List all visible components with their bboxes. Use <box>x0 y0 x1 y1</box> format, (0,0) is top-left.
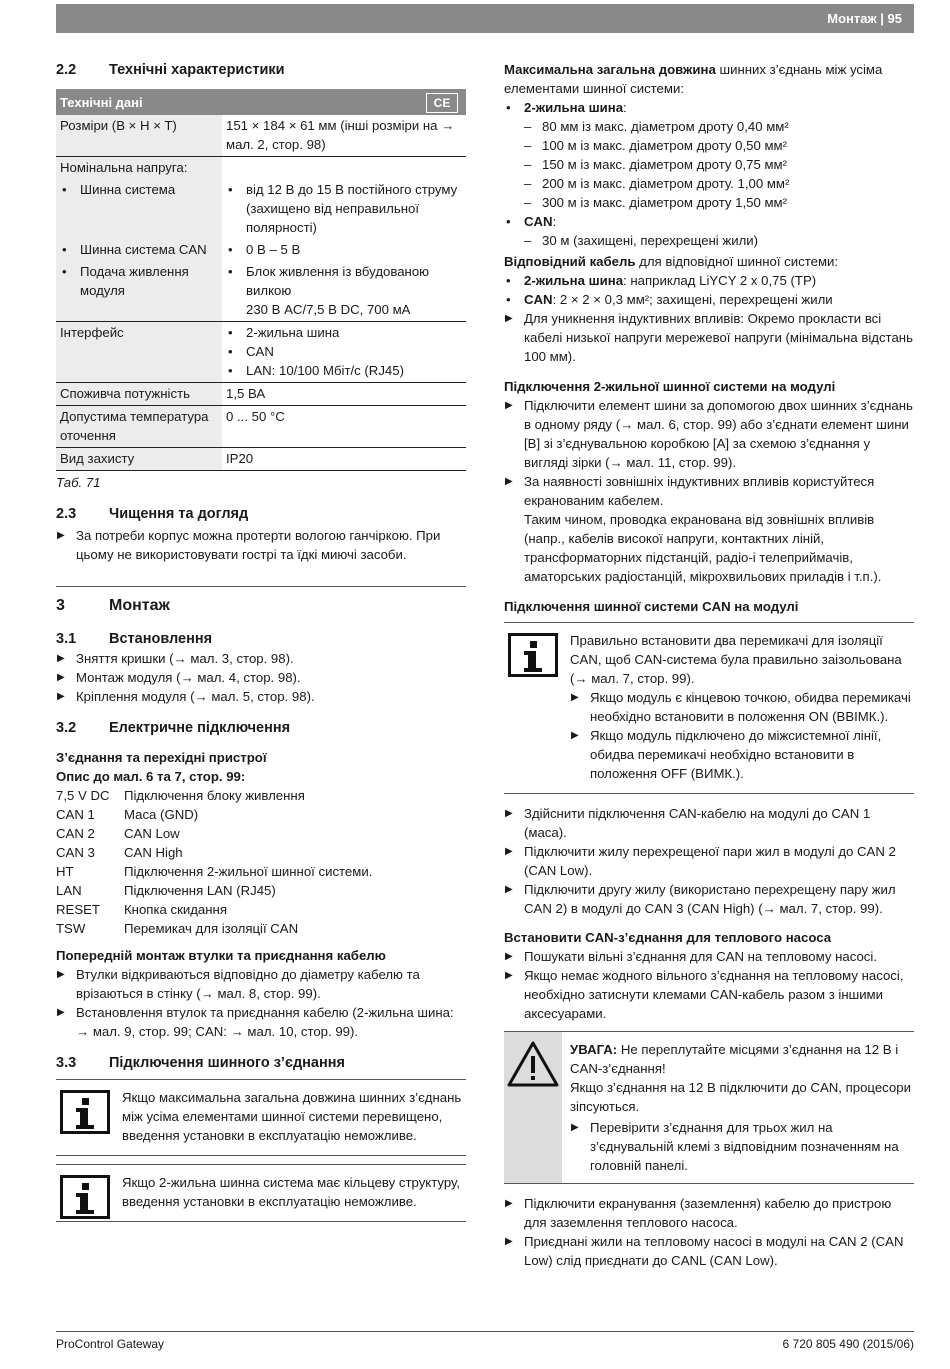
list-item: ▶ Якщо модуль підключено до міжсистемної лінії, обидва перемикачі необхідно встановити в положення OFF (ВИМК.). <box>570 726 914 783</box>
list-item: CAN 2 CAN Low <box>56 826 180 841</box>
table-header: Технічні дані CE <box>56 89 466 115</box>
list-item: – 80 мм із макс. діаметром дроту 0,40 мм² <box>504 117 914 136</box>
list-item: HT Підключення 2-жильної шинної системи. <box>56 864 373 879</box>
subheading: Опис до мал. 6 та 7, стор. 99: <box>56 769 246 784</box>
table-row: • Шинна система CAN • 0 В – 5 В <box>56 239 466 261</box>
table-caption: Таб. 71 <box>56 475 101 490</box>
info-notice <box>504 622 914 794</box>
list-item: • 2-жильна шина: <box>504 98 914 117</box>
info-notice <box>56 1079 466 1156</box>
info-icon <box>508 633 558 677</box>
list-item: ▶ Якщо немає жодного вільного з’єднання на тепловому насосі, необхідно затиснути клемами CAN-кабель разом з іншими аксесуарами. <box>504 966 914 1023</box>
notice-text: Якщо 2-жильна шинна система має кільцеву структуру, введення установки в експлуатацію неможливе. <box>122 1175 460 1209</box>
definition-list <box>56 786 466 938</box>
list-item: ▶ Кріплення модуля (→ мал. 5, стор. 98). <box>56 687 466 706</box>
paragraph: Відповідний кабель для відповідної шинної системи: <box>504 254 839 269</box>
list-item: ▶ За наявності зовнішніх індуктивних впливів користуйтеся екранованим кабелем. <box>504 472 914 510</box>
list-item: – 30 м (захищені, перехрещені жили) <box>504 231 914 250</box>
list-item: – 150 м із макс. діаметром дроту 0,75 мм² <box>504 155 914 174</box>
page-header-bar <box>56 4 914 33</box>
list-item: ▶ Втулки відкриваються відповідно до діаметру кабелю та врізаються в стінку (→ мал. 8, стор. 99). <box>56 965 466 1003</box>
notice-text: Якщо максимальна загальна довжина шинних з’єднань між усіма елементами шинної системи перевищено, введення установки в експлуатацію неможливе. <box>122 1090 462 1143</box>
paragraph: Максимальна загальна довжина шинних з’єднань між усіма елементами шинної системи: <box>504 62 883 96</box>
tech-data-table <box>56 89 466 471</box>
footer-docnum: 6 720 805 490 (2015/06) <box>782 1337 914 1351</box>
list-item: • CAN: <box>504 212 914 231</box>
table-row: Споживча потужність 1,5 ВА <box>56 383 466 406</box>
section-2-3-heading: 2.3 Чищення та догляд <box>56 506 249 522</box>
ce-mark-icon: CE <box>426 93 458 113</box>
left-column <box>56 60 466 1222</box>
list-item: • 2-жильна шина: наприклад LiYCY 2 x 0,75 (TP) <box>504 271 914 290</box>
table-row: Розміри (B × H × T) 151 × 184 × 61 мм (інші розміри на → мал. 2, стор. 98) <box>56 115 466 157</box>
warning-text: УВАГА: Не переплутайте місцями з’єднання на 12 В і CAN-з’єднання! <box>570 1042 899 1076</box>
warning-text: Якщо з’єднання на 12 В підключити до CAN, процесори зіпсуються. <box>570 1080 911 1114</box>
list-item: ▶ За потреби корпус можна протерти вологою ганчіркою. При цьому не використовувати гострі та їдкі миючі засоби. <box>56 526 466 564</box>
section-3-1-heading: 3.1 Встановлення <box>56 631 213 647</box>
warning-triangle-icon <box>506 1040 560 1088</box>
list-item: ▶ Підключити елемент шини за допомогою двох шинних з’єднань в одному ряду (→ мал. 6, стор. 99) або з’єднати елемент шини [B] зі з’єднувальною коробкою [A] за схемою з’єднання у вигляді зірки (→ мал. 11, стор. 99). <box>504 396 914 472</box>
subheading: Встановити CAN-з’єднання для теплового насоса <box>504 930 832 945</box>
section-2-2-heading: 2.2 Технічні характеристики <box>56 62 285 78</box>
list-item: • CAN: 2 × 2 × 0,3 мм²; захищені, перехрещені жили <box>504 290 914 309</box>
list-item: ▶ Перевірити з’єднання для трьох жил на з’єднувальній клемі з відповідним позначенням на головній панелі. <box>570 1118 914 1175</box>
list-item: 7,5 V DC Підключення блоку живлення <box>56 788 305 803</box>
list-item: CAN 1 Маса (GND) <box>56 807 199 822</box>
section-3-heading: 3 Монтаж <box>56 597 170 614</box>
table-row: Номінальна напруга: <box>56 157 466 180</box>
list-item: ▶ Зняття кришки (→ мал. 3, стор. 98). <box>56 649 466 668</box>
table-row: • Подача живлення модуля • Блок живлення із вбудованою вилкою 230 В AC/7,5 В DC, 700 мА <box>56 261 466 322</box>
table-row: Допустима температура оточення 0 ... 50 °C <box>56 406 466 448</box>
list-item: RESET Кнопка скидання <box>56 902 227 917</box>
list-item: ▶ Для уникнення індуктивних впливів: Окремо прокласти всі кабелі низької напруги мережевої напруги (мінімальна відстань 100 мм). <box>504 309 914 366</box>
subheading: Підключення шинної системи CAN на модулі <box>504 599 799 614</box>
list-item: ▶ Здійснити підключення CAN-кабелю на модулі до CAN 1 (маса). <box>504 804 914 842</box>
footer-product: ProControl Gateway <box>56 1337 165 1351</box>
page-header-text: Монтаж | 95 <box>827 11 902 26</box>
subheading: Підключення 2-жильної шинної системи на модулі <box>504 379 836 394</box>
list-item: – 300 м із макс. діаметром дроту 1,50 мм² <box>504 193 914 212</box>
list-item: – 200 м із макс. діаметром дроту. 1,00 мм² <box>504 174 914 193</box>
info-icon <box>60 1175 110 1219</box>
page-footer <box>56 1331 914 1354</box>
section-3-2-heading: 3.2 Електричне підключення <box>56 720 291 736</box>
list-item: ▶ Підключити екранування (заземлення) кабелю до пристрою для заземлення теплового насоса. <box>504 1194 914 1232</box>
list-item: ▶ Якщо модуль є кінцевою точкою, обидва перемикачі необхідно встановити в положення ON (ВВІМК.). <box>570 688 914 726</box>
list-item: LAN Підключення LAN (RJ45) <box>56 883 276 898</box>
table-row: Вид захисту IP20 <box>56 448 466 471</box>
notice-text: Правильно встановити два перемикачі для ізоляції CAN, щоб CAN-система була правильно заізольована (→ мал. 7, стор. 99). <box>570 633 902 686</box>
list-item: ▶ Приєднані жили на тепловому насосі в модулі на CAN 2 (CAN Low) слід приєднати до CANL (CAN Low). <box>504 1232 914 1270</box>
table-row: • Шинна система • від 12 В до 15 В постійного струму (захищено від неправильної полярності) <box>56 179 466 239</box>
info-notice <box>56 1164 466 1222</box>
list-item: ▶ Підключити жилу перехрещеної пари жил в модулі до CAN 2 (CAN Low). <box>504 842 914 880</box>
list-item: ▶ Пошукати вільні з’єднання для CAN на тепловому насосі. <box>504 947 914 966</box>
list-item: CAN 3 CAN High <box>56 845 183 860</box>
paragraph: Таким чином, проводка екранована від зовнішніх впливів (напр., кабелів високої напруги, контактних ліній, трансформаторних підстанцій, радіо-і телеприймачів, аматорських радіостанцій, мікрохвильових приладів і т.п.). <box>524 512 882 584</box>
subheading: З’єднання та перехідні пристрої <box>56 750 267 765</box>
section-3-3-heading: 3.3 Підключення шинного з’єднання <box>56 1055 345 1071</box>
info-icon <box>60 1090 110 1134</box>
list-item: ▶ Підключити другу жилу (використано перехрещену пару жил CAN 2) в модулі до CAN 3 (CAN High) (→ мал. 7, стор. 99). <box>504 880 914 918</box>
subheading: Попередній монтаж втулки та приєднання кабелю <box>56 948 386 963</box>
warning-notice <box>504 1031 914 1184</box>
list-item: ▶ Встановлення втулок та приєднання кабелю (2-жильна шина: → мал. 9, стор. 99; CAN: → мал. 10, стор. 99). <box>56 1003 466 1041</box>
right-column <box>504 60 914 1270</box>
list-item: ▶ Монтаж модуля (→ мал. 4, стор. 98). <box>56 668 466 687</box>
list-item: – 100 м із макс. діаметром дроту 0,50 мм² <box>504 136 914 155</box>
list-item: TSW Перемикач для ізоляції CAN <box>56 921 299 936</box>
table-row: Інтерфейс • 2-жильна шина • CAN • LAN: 10/100 Мбіт/с (RJ45) <box>56 322 466 383</box>
